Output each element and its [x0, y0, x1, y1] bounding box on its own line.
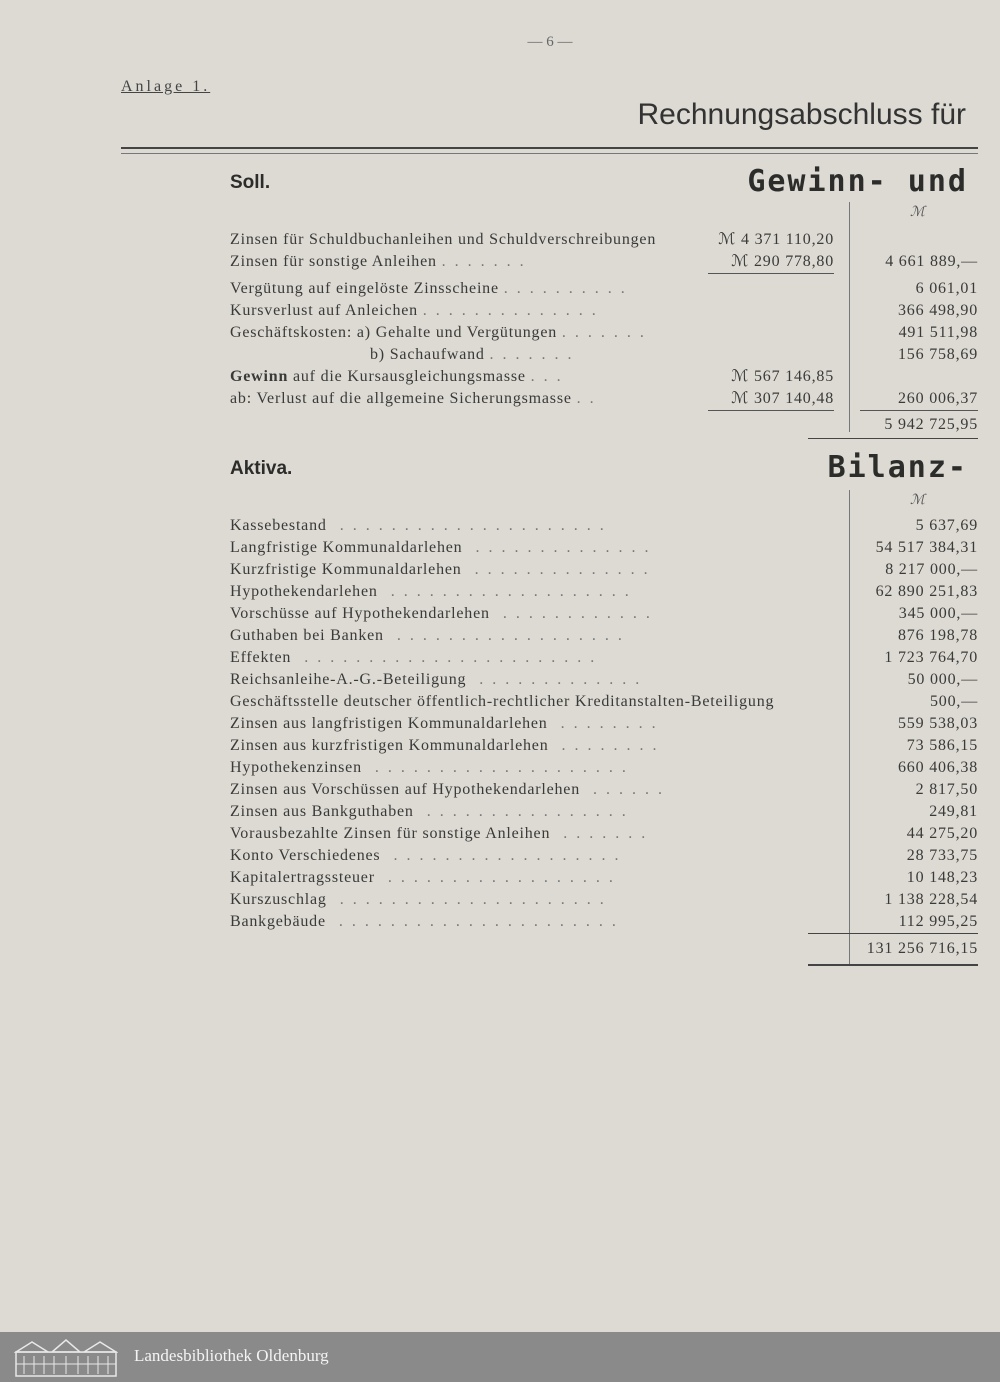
- row-value: 156 758,69: [898, 346, 978, 363]
- library-name: Landesbibliothek Oldenburg: [134, 1346, 329, 1365]
- row-value: 28 733,75: [906, 847, 978, 864]
- row-value: 2 817,50: [915, 781, 978, 798]
- gewinn-heading: Gewinn- und: [747, 164, 968, 199]
- ledger-row: Zinsen für sonstige Anleihen ....... ℳ 290 778,80 4 661 889,—: [230, 251, 978, 273]
- row-label-bold: Gewinn: [230, 368, 289, 385]
- row-value: 73 586,15: [906, 737, 978, 754]
- row-value: 62 890 251,83: [875, 583, 978, 600]
- row-subamount: ℳ 567 146,85: [731, 368, 834, 385]
- row-label: Zinsen für sonstige Anleihen: [230, 253, 437, 270]
- row-label: auf die Kursausgleichungsmasse: [288, 368, 526, 385]
- row-label: Zinsen für Schuldbuchanleihen und Schuldverschreibungen: [230, 231, 657, 248]
- row-value: 10 148,23: [906, 869, 978, 886]
- appendix-label: Anlage 1.: [121, 78, 211, 95]
- row-value: 500,—: [930, 693, 978, 710]
- row-value: 112 995,25: [898, 913, 978, 930]
- row-label: Vorschüsse auf Hypothekendarlehen: [230, 605, 490, 622]
- row-value: 50 000,—: [907, 671, 978, 688]
- ledger-row: [230, 691, 978, 713]
- row-value: 6 061,01: [915, 280, 978, 297]
- page-number: — 6 —: [527, 34, 573, 50]
- row-value: 491 511,98: [898, 324, 978, 341]
- row-label: Zinsen aus Bankguthaben: [230, 803, 414, 820]
- ledger-row: Kapitalertragssteuer .................. 10 148,23: [230, 867, 978, 889]
- row-value: 559 538,03: [898, 715, 978, 732]
- row-label: Zinsen aus kurzfristigen Kommunaldarlehen: [230, 737, 549, 754]
- total-rule: [808, 964, 978, 966]
- row-label: Kurzfristige Kommunaldarlehen: [230, 561, 462, 578]
- ledger-row: [230, 229, 978, 251]
- aktiva-heading: Aktiva.: [230, 458, 293, 479]
- bilanz-heading: Bilanz-: [827, 450, 968, 485]
- library-building-icon: [14, 1338, 118, 1378]
- library-footer: [0, 1332, 1000, 1382]
- ledger-row: Guthaben bei Banken .................. 876 198,78: [230, 625, 978, 647]
- row-label: Guthaben bei Banken: [230, 627, 384, 644]
- ledger-row: Kurzfristige Kommunaldarlehen .............. 8 217 000,—: [230, 559, 978, 581]
- ledger-row: Reichsanleihe-A.-G.-Beteiligung ............. 50 000,—: [230, 669, 978, 691]
- row-value: 366 498,90: [898, 302, 978, 319]
- row-value: 660 406,38: [898, 759, 978, 776]
- row-label: Kassebestand: [230, 517, 327, 534]
- row-label: Kursverlust auf Anleichen: [230, 302, 418, 319]
- row-value: 345 000,—: [898, 605, 978, 622]
- row-value: 876 198,78: [898, 627, 978, 644]
- ledger-row: Bankgebäude ...................... 112 995,25: [230, 911, 978, 933]
- ledger-row: b) Sachaufwand ....... 156 758,69: [230, 344, 978, 366]
- ledger-row: Kurszuschlag ..................... 1 138 228,54: [230, 889, 978, 911]
- row-value: 249,81: [929, 803, 978, 820]
- ledger-row: Effekten ....................... 1 723 764,70: [230, 647, 978, 669]
- row-label: Reichsanleihe-A.-G.-Beteiligung: [230, 671, 467, 688]
- row-value: 260 006,37: [860, 388, 978, 411]
- row-value: 1 138 228,54: [884, 891, 978, 908]
- ledger-row: ab: Verlust auf die allgemeine Sicherungsmasse .. ℳ 307 140,48 260 006,37: [230, 388, 978, 410]
- ledger-row: Geschäftskosten: a) Gehalte und Vergütungen ....... 491 511,98: [230, 322, 978, 344]
- soll-heading: Soll.: [230, 172, 271, 193]
- page-title: Rechnungsabschluss für: [637, 98, 966, 131]
- currency-header: ℳ: [910, 493, 925, 508]
- row-label: Bankgebäude: [230, 913, 326, 930]
- ledger-row: Vorschüsse auf Hypothekendarlehen ............ 345 000,—: [230, 603, 978, 625]
- row-label: ab: Verlust auf die allgemeine Sicherungsmasse: [230, 390, 572, 407]
- row-subamount: ℳ 290 778,80: [708, 251, 834, 274]
- row-label: Geschäftsstelle deutscher öffentlich-rechtlicher Kreditanstalten-Beteiligung: [230, 693, 775, 710]
- title-rule: [121, 147, 978, 149]
- row-value: 5 637,69: [915, 517, 978, 534]
- row-label: Kapitalertragssteuer: [230, 869, 375, 886]
- currency-header: ℳ: [910, 205, 925, 220]
- row-value: 54 517 384,31: [875, 539, 978, 556]
- ledger-row: Zinsen aus Bankguthaben ................ 249,81: [230, 801, 978, 823]
- row-label: b) Sachaufwand: [370, 346, 485, 363]
- row-label: Zinsen aus langfristigen Kommunaldarlehen: [230, 715, 548, 732]
- ledger-row: Langfristige Kommunaldarlehen .............. 54 517 384,31: [230, 537, 978, 559]
- ledger-row: Hypothekendarlehen ................... 62 890 251,83: [230, 581, 978, 603]
- title-rule-thin: [121, 153, 978, 154]
- ledger-row: Kassebestand ..................... 5 637,69: [230, 515, 978, 537]
- ledger-row: Zinsen aus kurzfristigen Kommunaldarlehen ........ 73 586,15: [230, 735, 978, 757]
- row-value: 4 661 889,—: [885, 253, 978, 270]
- row-label: Effekten: [230, 649, 292, 666]
- total-rule: [808, 438, 978, 439]
- row-label: Hypothekendarlehen: [230, 583, 378, 600]
- gewinn-total: 5 942 725,95: [884, 416, 978, 433]
- row-label: Hypothekenzinsen: [230, 759, 362, 776]
- row-label: Langfristige Kommunaldarlehen: [230, 539, 463, 556]
- ledger-row: Vergütung auf eingelöste Zinsscheine .......... 6 061,01: [230, 278, 978, 300]
- row-subamount: ℳ 307 140,48: [708, 388, 834, 411]
- row-label: Konto Verschiedenes: [230, 847, 381, 864]
- row-value: 44 275,20: [906, 825, 978, 842]
- sum-rule: [808, 933, 978, 934]
- row-label: Geschäftskosten: a) Gehalte und Vergütungen: [230, 324, 558, 341]
- row-subamount: ℳ 4 371 110,20: [708, 229, 834, 251]
- ledger-row: Kursverlust auf Anleichen .............. 366 498,90: [230, 300, 978, 322]
- row-label: Vergütung auf eingelöste Zinsscheine: [230, 280, 499, 297]
- row-value: 1 723 764,70: [884, 649, 978, 666]
- bilanz-total: 131 256 716,15: [866, 940, 978, 957]
- row-value: 8 217 000,—: [885, 561, 978, 578]
- ledger-row: Zinsen aus Vorschüssen auf Hypothekendarlehen ...... 2 817,50: [230, 779, 978, 801]
- row-label: Vorausbezahlte Zinsen für sonstige Anleihen: [230, 825, 551, 842]
- ledger-row: Zinsen aus langfristigen Kommunaldarlehen ........ 559 538,03: [230, 713, 978, 735]
- row-label: Kurszuschlag: [230, 891, 327, 908]
- ledger-row: Konto Verschiedenes .................. 28 733,75: [230, 845, 978, 867]
- ledger-row: Vorausbezahlte Zinsen für sonstige Anleihen ....... 44 275,20: [230, 823, 978, 845]
- row-label: Zinsen aus Vorschüssen auf Hypothekendarlehen: [230, 781, 580, 798]
- ledger-row: Gewinn auf die Kursausgleichungsmasse ... ℳ 567 146,85: [230, 366, 978, 388]
- ledger-row: Hypothekenzinsen .................... 660 406,38: [230, 757, 978, 779]
